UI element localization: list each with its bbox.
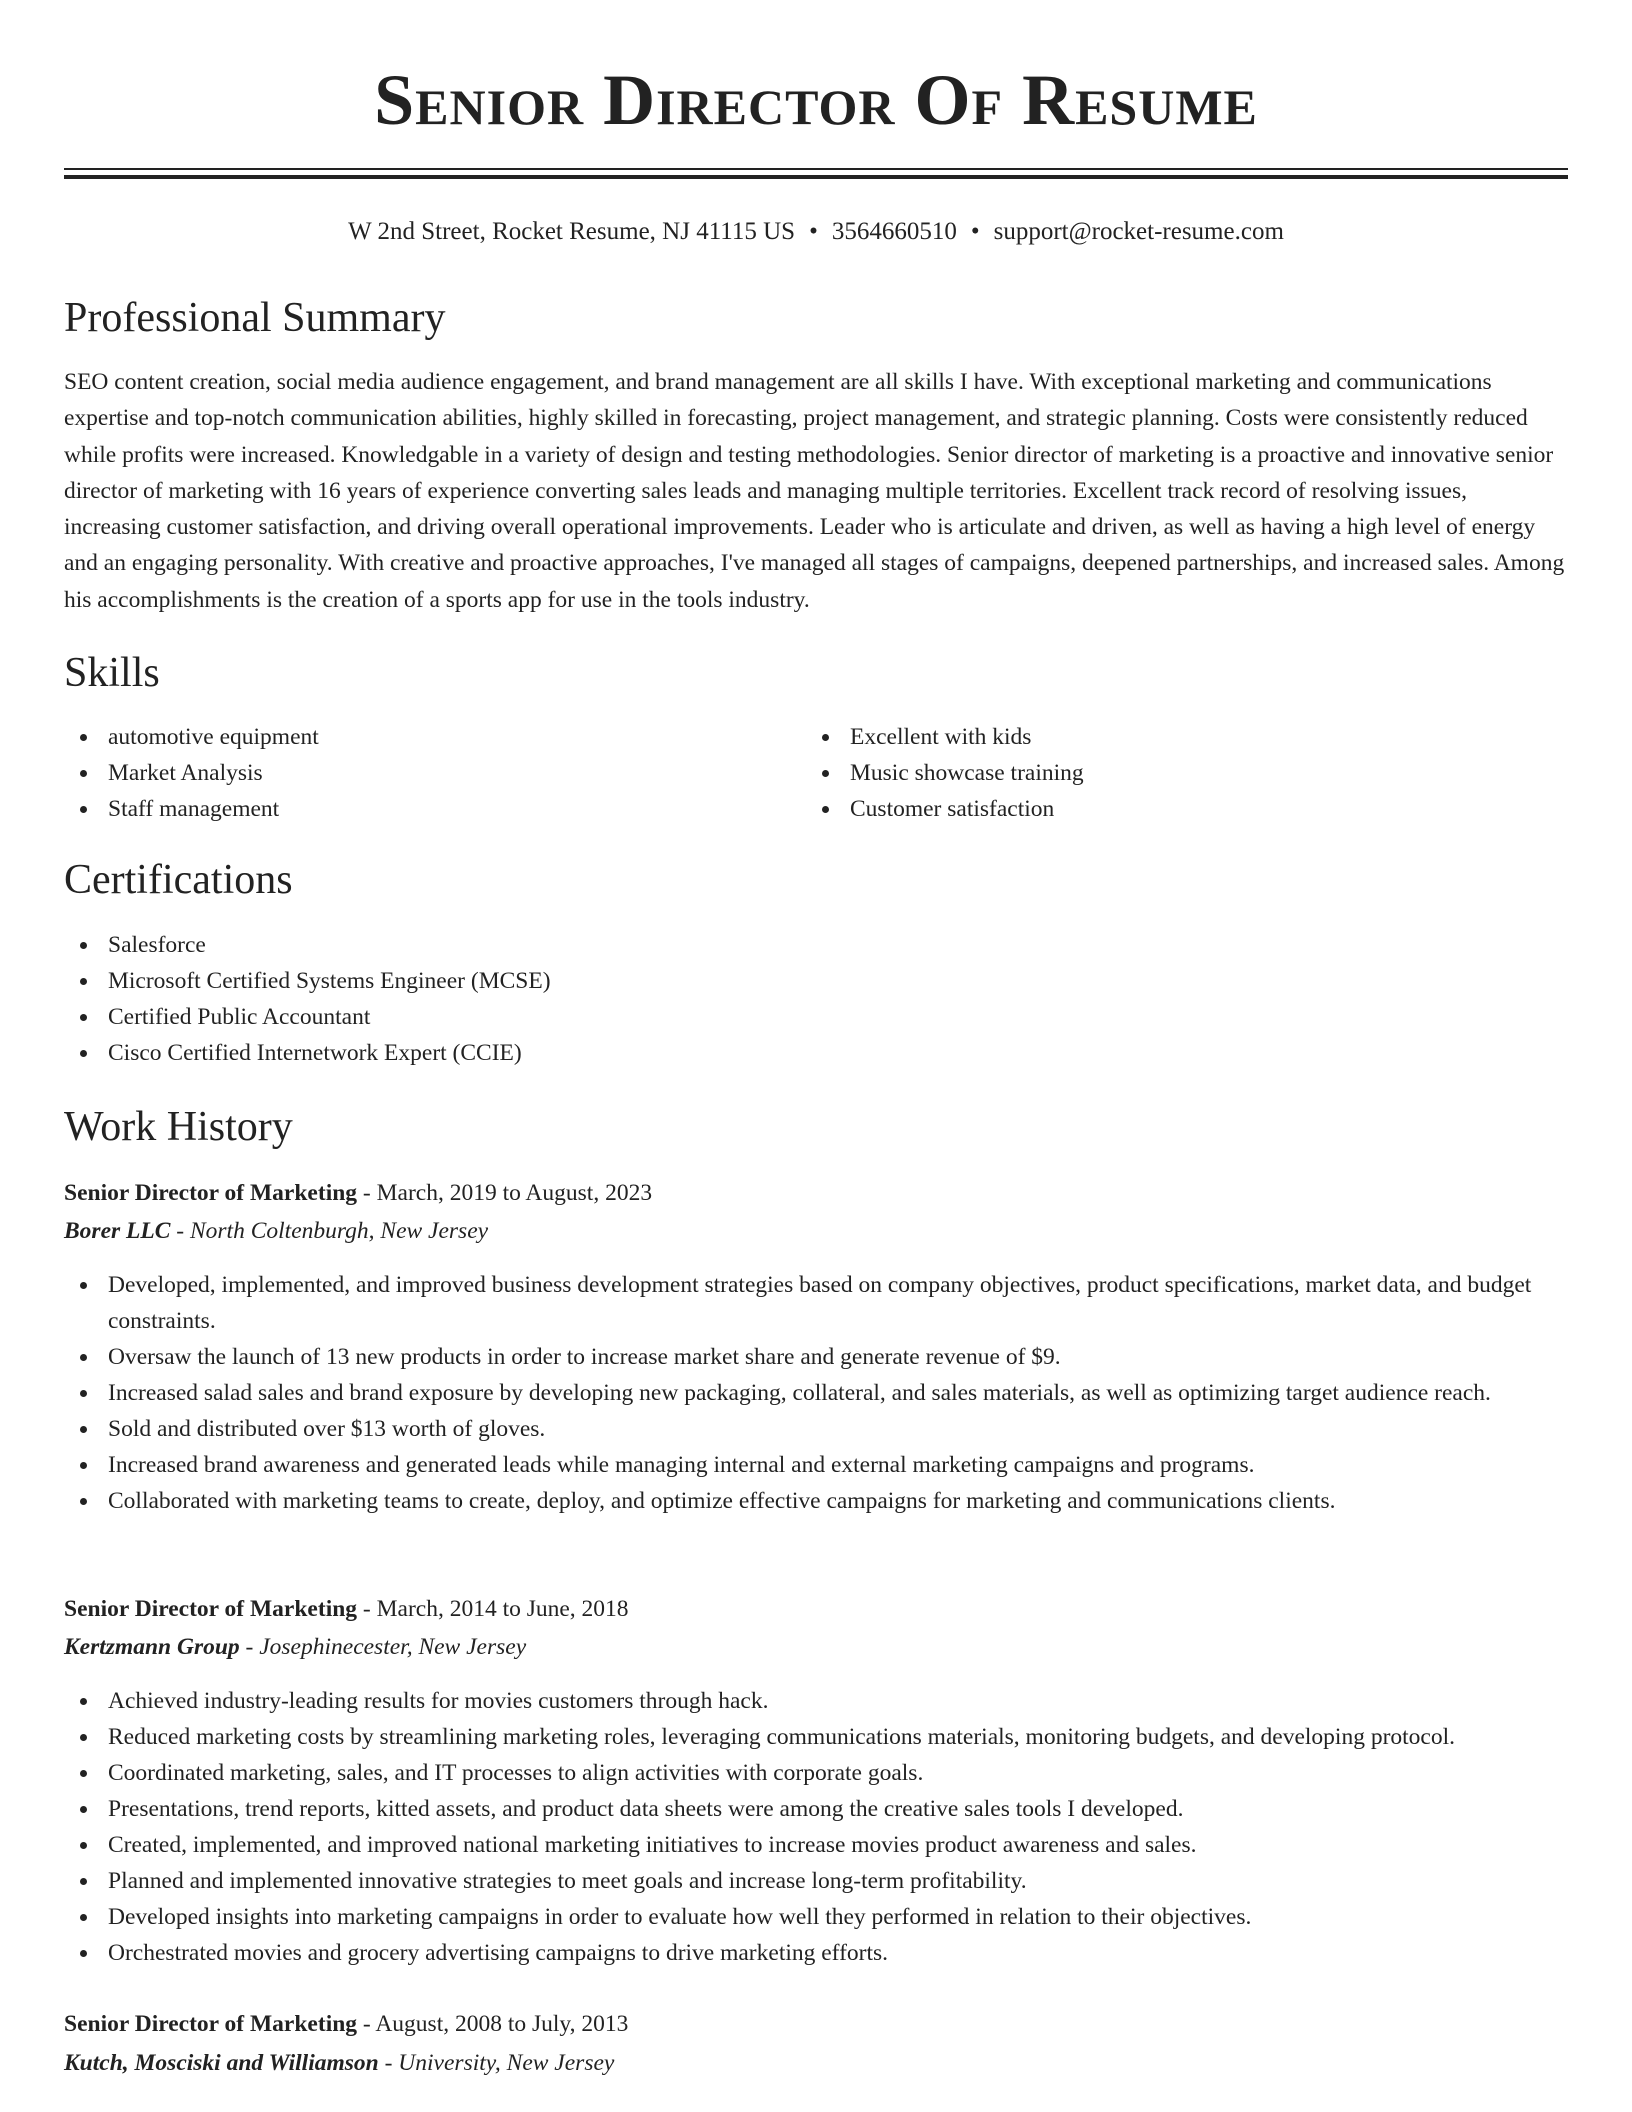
- job-bullet: Increased brand awareness and generated leads while managing internal and external marketing campaigns and programs.: [64, 1447, 1568, 1483]
- contact-separator: •: [809, 218, 818, 245]
- skills-list-right: [806, 719, 1506, 827]
- job-location: - University, New Jersey: [378, 2050, 615, 2076]
- skill-item: automotive equipment: [64, 719, 764, 755]
- job-bullet: Developed, implemented, and improved business development strategies based on company objectives, product specifications, market data, and budget constraints.: [64, 1267, 1568, 1339]
- work-history-heading: Work History: [64, 1104, 293, 1150]
- certifications-heading: Certifications: [64, 857, 293, 903]
- skill-item: Music showcase training: [806, 755, 1506, 791]
- job-company: Borer LLC: [64, 1218, 171, 1244]
- job-bullets: [64, 1267, 1568, 1519]
- job-bullet: Planned and implemented innovative strategies to meet goals and increase long-term profitability.: [64, 1863, 1568, 1899]
- skill-item: Staff management: [64, 791, 764, 827]
- skills-list-left: [64, 719, 764, 827]
- job-dates: - March, 2014 to June, 2018: [357, 1596, 629, 1622]
- job-bullet: Achieved industry-leading results for movies customers through hack.: [64, 1683, 1568, 1719]
- job-company: Kutch, Mosciski and Williamson: [64, 2050, 379, 2076]
- certification-item: Microsoft Certified Systems Engineer (MCSE): [64, 963, 1568, 999]
- job-company: Kertzmann Group: [64, 1634, 240, 1660]
- resume-name: Senior Director Of Resume: [374, 60, 1258, 140]
- job-bullet: Sold and distributed over $13 worth of gloves.: [64, 1411, 1568, 1447]
- contact-line: [64, 212, 1568, 252]
- certification-item: Cisco Certified Internetwork Expert (CCIE): [64, 1035, 1568, 1071]
- job-title: Senior Director of Marketing: [64, 2011, 358, 2037]
- job-bullet: Reduced marketing costs by streamlining marketing roles, leveraging communications materials, monitoring budgets, and developing protocol.: [64, 1719, 1568, 1755]
- job-bullet: Coordinated marketing, sales, and IT processes to align activities with corporate goals.: [64, 1755, 1568, 1791]
- skill-item: Excellent with kids: [806, 719, 1506, 755]
- job-location: - North Coltenburgh, New Jersey: [170, 1218, 489, 1244]
- job-bullet: Presentations, trend reports, kitted assets, and product data sheets were among the creative sales tools I developed.: [64, 1791, 1568, 1827]
- skills-heading: Skills: [64, 650, 160, 696]
- header-rule-thin: [64, 168, 1568, 170]
- job-title: Senior Director of Marketing: [64, 1180, 358, 1206]
- job-bullet: Developed insights into marketing campaigns in order to evaluate how well they performed in relation to their objectives.: [64, 1899, 1568, 1935]
- skill-item: Customer satisfaction: [806, 791, 1506, 827]
- job-title: Senior Director of Marketing: [64, 1596, 358, 1622]
- job-location: - Josephinecester, New Jersey: [239, 1634, 527, 1660]
- job-title-line: [64, 1175, 652, 1211]
- job-company-line: [64, 1213, 488, 1249]
- job-dates: - August, 2008 to July, 2013: [357, 2011, 629, 2037]
- job-title-line: [64, 1591, 629, 1627]
- header-rule-thick: [64, 175, 1568, 179]
- job-company-line: [64, 2045, 614, 2081]
- job-bullet: Created, implemented, and improved national marketing initiatives to increase movies product awareness and sales.: [64, 1827, 1568, 1863]
- contact-email: support@rocket-resume.com: [993, 218, 1284, 245]
- job-bullet: Orchestrated movies and grocery advertising campaigns to drive marketing efforts.: [64, 1935, 1568, 1971]
- job-company-line: [64, 1629, 526, 1665]
- job-bullet: Increased salad sales and brand exposure by developing new packaging, collateral, and sales materials, as well as optimizing target audience reach.: [64, 1375, 1568, 1411]
- job-bullet: Oversaw the launch of 13 new products in order to increase market share and generate revenue of $9.: [64, 1339, 1568, 1375]
- job-bullets: [64, 1683, 1568, 1971]
- contact-separator: •: [970, 218, 980, 245]
- contact-phone: 3564660510: [831, 218, 957, 245]
- summary-heading: Professional Summary: [64, 295, 446, 341]
- job-bullet: Collaborated with marketing teams to create, deploy, and optimize effective campaigns for marketing and communications clients.: [64, 1483, 1568, 1519]
- certification-item: Salesforce: [64, 927, 1568, 963]
- skill-item: Market Analysis: [64, 755, 764, 791]
- certifications-list: [64, 927, 1568, 1071]
- summary-text: SEO content creation, social media audience engagement, and brand management are all skills I have. With exceptional marketing and communications expertise and top-notch communication abilities, highly skilled in forecasting, project management, and strategic planning. Costs were consistently reduced while profits were increased. Knowledgable in a variety of design and testing methodologies. Senior director of marketing is a proactive and innovative senior director of marketing with 16 years of experience converting sales leads and managing multiple territories. Excellent track record of resolving issues, increasing customer satisfaction, and driving overall operational improvements. Leader who is articulate and driven, as well as having a high level of energy and an engaging personality. With creative and proactive approaches, I've managed all stages of campaigns, deepened partnerships, and increased sales. Among his accomplishments is the creation of a sports app for use in the tools industry.: [64, 369, 1565, 613]
- job-title-line: [64, 2006, 628, 2042]
- certification-item: Certified Public Accountant: [64, 999, 1568, 1035]
- job-dates: - March, 2019 to August, 2023: [357, 1180, 653, 1206]
- contact-address: W 2nd Street, Rocket Resume, NJ 41115 US: [348, 218, 796, 245]
